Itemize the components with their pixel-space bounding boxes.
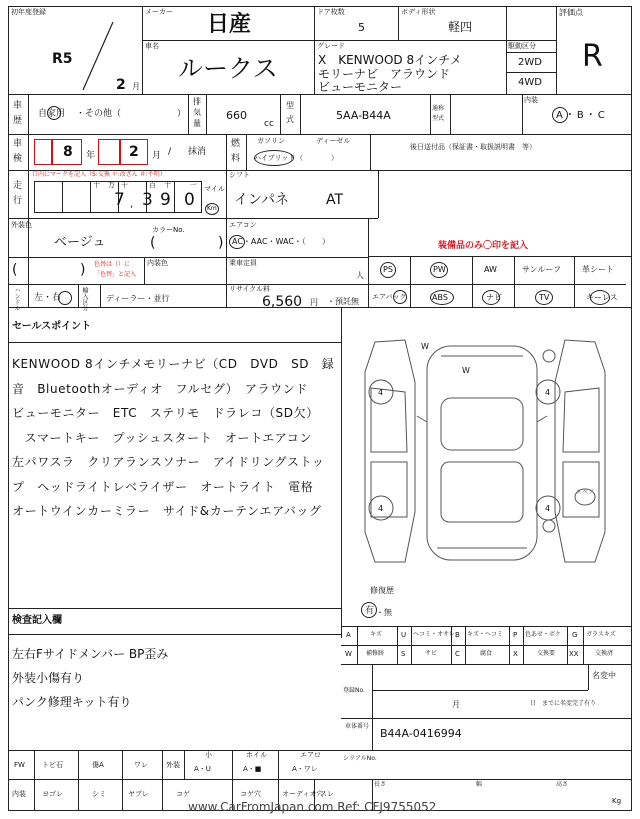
legend-code-p: P xyxy=(513,631,518,639)
shift-type: AT xyxy=(326,192,344,208)
odometer-unit-hyaku: 百 xyxy=(149,181,156,189)
recycle-yen: 円 xyxy=(310,298,318,307)
chassis-number-label: 車体番号 xyxy=(345,723,370,730)
inspection-cancelled: 抹消 xyxy=(188,147,207,157)
legend-desc-corrosion: 腐食 xyxy=(480,650,493,657)
recycle-label: リサイクル料 xyxy=(229,285,271,293)
doors-value: 5 xyxy=(358,21,365,34)
displacement-unit: cc xyxy=(264,119,274,129)
minor-grades: A・U xyxy=(194,765,211,773)
body-type-value: 軽四 xyxy=(448,20,473,34)
legend-code-x: X xyxy=(513,650,518,658)
tire-rear-left: 4 xyxy=(378,504,384,513)
body-type-label: ボディ形状 xyxy=(401,8,436,16)
crack-label: ワレ xyxy=(134,761,148,769)
inspection-note-line: 左右Fサイドメンバー BP歪み xyxy=(12,647,169,661)
drive-label: 駆動区分 xyxy=(508,42,536,50)
registration-no-label: 登録No. xyxy=(343,687,365,694)
odometer-digit-ones: 0 xyxy=(184,190,195,210)
score-value: R xyxy=(582,39,603,74)
exterior-color-label: 外装色 xyxy=(11,221,32,229)
odometer-digit-hundreds: 3 xyxy=(142,190,153,210)
odometer-digit-thousands: 7 xyxy=(114,190,125,210)
repair-yes: 有 xyxy=(365,606,375,616)
sales-point-line: 音 Bluetoothオーディオ フルセグ） アラウンド xyxy=(12,381,308,396)
equip-ps: PS xyxy=(383,265,393,274)
size-length-label: 長さ xyxy=(374,781,387,788)
inspection-month-unit: 月 xyxy=(152,151,162,161)
legend-code-xx: XX xyxy=(569,650,579,658)
weight-unit: Kg xyxy=(612,797,622,805)
shift-label: シフト xyxy=(229,171,250,179)
common-model-label-b: 型式 xyxy=(432,115,445,122)
damage-w-marker-1: W xyxy=(421,342,429,351)
interior-condition-label: 内装 xyxy=(12,790,26,798)
usage-paren: ） xyxy=(177,109,187,119)
repair-history-label: 修復歴 xyxy=(370,586,394,595)
equip-abs: ABS xyxy=(432,293,448,302)
import-label: 輸入区分 xyxy=(81,287,88,311)
fuel-diesel: ディーゼル xyxy=(316,137,351,145)
interior-grade-circle xyxy=(552,107,568,123)
grade-line-1: X KENWOOD 8インチメ xyxy=(318,53,462,67)
shift-position: インパネ xyxy=(234,192,290,208)
unit-mile: マイル xyxy=(204,185,225,193)
aero-label: エアロ xyxy=(300,751,321,759)
dirt-label: ヨゴレ xyxy=(42,790,63,798)
grade-line-3: ビューモニター xyxy=(318,80,403,94)
legend-code-s: S xyxy=(401,650,406,658)
color-number-paren-open: ( xyxy=(150,235,156,251)
sales-point-line: オートウインカーミラー サイド&カーテンエアバッグ xyxy=(12,504,322,518)
legend-code-g: G xyxy=(572,631,578,639)
reg-month: 2 xyxy=(116,77,126,93)
inspection-note-line: パンク修理キット有り xyxy=(12,695,132,709)
wheel-label: ホイル xyxy=(246,751,267,759)
color-change-paren-open: ( xyxy=(12,262,18,278)
exterior-color-value: ベージュ xyxy=(54,235,106,250)
tire-front-right: 4 xyxy=(545,388,551,397)
equip-navi-circle xyxy=(482,290,500,305)
legend-desc-replace-needed: 交換要 xyxy=(537,650,556,657)
legend-desc-scratch-dent: キズ・ヘコミ xyxy=(467,631,503,638)
drive-4wd: 4WD xyxy=(518,77,542,88)
odometer-unit-sen: 千 xyxy=(121,181,128,189)
maker-label: メーカー xyxy=(145,8,173,16)
equip-pw: PW xyxy=(433,265,446,274)
handle-label: ハンドル xyxy=(13,287,20,311)
color-change-paren-close: ) xyxy=(80,262,86,278)
grade-label: グレード xyxy=(317,42,345,50)
sales-point-line: スマートキー プッシュスタート オートエアコン xyxy=(12,430,313,445)
sales-point-line: KENWOOD 8インチメモリーナビ（CD DVD SD 録 xyxy=(12,357,335,371)
year-month-slash xyxy=(78,20,118,92)
odometer-unit-ichi: 一 xyxy=(190,181,197,189)
equip-sunroof: サンルーフ xyxy=(522,265,561,274)
color-number-paren-close: ) xyxy=(218,235,224,251)
tear-label: ヤブレ xyxy=(128,790,149,798)
maker-value: 日産 xyxy=(207,12,252,37)
sales-points-body xyxy=(12,352,340,524)
fuel-hybrid: ハイブリッド xyxy=(254,154,296,162)
usage-private: 自家用 xyxy=(38,109,66,119)
inspection-notes-title: 検査記入欄 xyxy=(12,615,62,626)
equip-keyless: キーレス xyxy=(586,293,618,302)
model-label-a: 型 xyxy=(286,101,294,110)
reg-era-year: R5 xyxy=(52,51,73,67)
legend-code-w: W xyxy=(345,650,352,658)
fuel-gasoline: ガソリン xyxy=(257,137,285,145)
scratch-a-label: 傷A xyxy=(92,761,104,769)
import-value: ディーラー・並行 xyxy=(106,294,170,303)
repair-no: ・無 xyxy=(376,608,392,617)
odometer-digit-tens: 9 xyxy=(160,190,171,210)
car-name-label: 車名 xyxy=(145,42,159,50)
odometer-unit-juu: 十 xyxy=(164,181,171,189)
size-height-label: 高さ xyxy=(556,781,569,788)
legend-desc-glass: ガラスキズ xyxy=(586,631,616,638)
scuff-label: スレ xyxy=(320,790,334,798)
mileage-note: 口内にマークを記入（S:交換 ＊:改ざん ＃:不明） xyxy=(32,171,166,178)
grade-line-2: モリーナビ アラウンド xyxy=(318,67,451,81)
fuel-hybrid-circle xyxy=(254,150,294,166)
inspection-month: 2 xyxy=(129,144,139,160)
car-name-value: ルークス xyxy=(178,54,278,83)
minor-label: 小 xyxy=(205,751,212,759)
legend-code-u: U xyxy=(401,631,407,639)
divider xyxy=(142,6,143,94)
unit-km: Km xyxy=(207,205,217,212)
equip-pw-circle xyxy=(430,262,448,278)
name-change-status: 名変中 xyxy=(592,671,616,680)
mileage-label-b: 行 xyxy=(13,196,23,206)
ac-label: エアコン xyxy=(229,221,257,229)
legend-desc-rust: サビ xyxy=(425,650,438,657)
inspection-label-b: 検 xyxy=(13,154,23,164)
doors-label: ドア枚数 xyxy=(317,8,345,16)
capacity-label: 乗車定員 xyxy=(229,259,257,267)
interior-color-label: 内装色 xyxy=(147,259,168,267)
spare-label: スペア xyxy=(576,489,595,496)
recycle-fee: 6,560 xyxy=(262,294,303,310)
equip-airbag: エアバック xyxy=(372,293,407,301)
legend-code-b: B xyxy=(455,631,460,639)
equip-airbag-circle xyxy=(393,290,407,304)
audio-hole-label: オーディオ穴 xyxy=(282,790,324,798)
capacity-unit: 人 xyxy=(356,271,364,280)
inspection-label-a: 車 xyxy=(13,139,23,149)
sales-points-title: セールスポイント xyxy=(12,321,92,332)
legend-desc-repair: 補修跡 xyxy=(366,650,385,657)
reg-month-unit: 月 xyxy=(132,82,140,91)
disp-label-b: 気 xyxy=(193,108,201,117)
displacement-value: 660 xyxy=(226,109,247,122)
tire-rear-right: 4 xyxy=(545,504,551,513)
odometer-unit-10k: 十 xyxy=(93,181,100,189)
score-label: 評価点 xyxy=(559,8,583,17)
handle-right-circle xyxy=(58,291,72,305)
drive-2wd: 2WD xyxy=(518,57,542,68)
model-code: 5AA-B44A xyxy=(336,109,391,122)
stone-chip-label: トビ石 xyxy=(42,761,63,769)
accessories-label: 後日送付品（保証書・取扱説明書 等） xyxy=(410,143,536,151)
burn-label: コゲ xyxy=(176,790,190,798)
wheel-grades: A・■ xyxy=(243,765,262,773)
usage-circle xyxy=(47,106,61,120)
inspection-box-1 xyxy=(34,139,52,165)
ac-circle xyxy=(229,235,245,249)
equip-abs-circle xyxy=(430,290,454,305)
odometer-unit-man: 万 xyxy=(108,181,115,189)
inspection-year: 8 xyxy=(63,144,73,160)
mileage-label-a: 走 xyxy=(13,181,23,191)
equip-ps-circle xyxy=(380,262,396,278)
color-number-label: カラーNo. xyxy=(152,226,185,234)
inspection-note-line: 外装小傷有り xyxy=(12,671,85,685)
equip-tv: TV xyxy=(539,293,550,302)
sales-point-line: ビューモニター ETC ステリモ ドラレコ（SD欠） xyxy=(12,406,319,420)
sales-point-line: 左パワスラ クリアランスソナー アイドリングストッ xyxy=(12,455,325,469)
fuel-other-paren: （ ） xyxy=(296,154,338,162)
equip-navi: ナビ xyxy=(486,293,502,302)
legend-desc-dent: ヘコミ・オサレ xyxy=(413,631,455,638)
aero-grades: A・ワレ xyxy=(292,765,318,773)
recycle-deposit: ・預託無 xyxy=(327,297,359,306)
color-change-note-2: 「色替」と記入 xyxy=(94,271,137,278)
equip-leather: 革シート xyxy=(582,265,614,274)
interior-grades: A・B・C xyxy=(556,110,607,121)
legend-desc-fade: 色あせ・ボケ xyxy=(525,631,562,638)
chassis-number: B44A-0416994 xyxy=(380,727,462,740)
stain-label: シミ xyxy=(92,790,106,798)
equip-aw: AW xyxy=(484,265,497,274)
watermark-text: www.CarFromJapan.com Ref: CFJ9755052 xyxy=(188,800,437,814)
fw-label: FW xyxy=(14,761,25,769)
history-label-b: 歴 xyxy=(13,116,23,126)
registration-month: 月 xyxy=(452,700,460,709)
handle-value: 左・右 xyxy=(34,293,62,303)
sales-point-line: プ ヘッドライトレベライザー オートライト 電格 xyxy=(12,479,314,494)
legend-code-c: C xyxy=(455,650,460,658)
size-width-label: 幅 xyxy=(476,781,483,788)
usage-other: ・その他（ xyxy=(76,109,122,119)
fuel-label-b: 料 xyxy=(231,154,241,164)
common-model-label-a: 通称 xyxy=(432,105,445,112)
equipment-title: 装備品のみ〇印を記入 xyxy=(438,241,529,251)
legend-code-a: A xyxy=(346,631,351,639)
interior-grade-label: 内装 xyxy=(524,96,538,104)
inspection-separator: / xyxy=(168,147,172,157)
ac-options: AC・AAC・WAC・（ ） xyxy=(232,237,330,246)
model-label-b: 式 xyxy=(286,115,294,124)
disp-label-c: 量 xyxy=(193,119,201,128)
car-body-diagram xyxy=(345,312,625,582)
damage-w-marker-2: W xyxy=(462,366,470,375)
registration-deadline-note: 日 までに名変完了有り xyxy=(530,700,597,707)
color-change-note-1: 色替は（）に xyxy=(94,261,131,268)
equip-tv-circle xyxy=(535,290,553,305)
odometer-comma: , xyxy=(130,199,134,210)
disp-label-a: 排 xyxy=(193,97,201,106)
legend-desc-scratch: キズ xyxy=(370,631,382,638)
equip-keyless-circle xyxy=(590,290,610,305)
exterior-label: 外装 xyxy=(166,761,180,769)
serial-number-label: シリアルNo. xyxy=(343,755,377,762)
legend-desc-replaced: 交換済 xyxy=(595,650,614,657)
first-reg-label: 初年度登録 xyxy=(11,8,46,16)
burn-hole-label: コゲ穴 xyxy=(240,790,261,798)
repair-yes-circle xyxy=(361,602,377,618)
inspection-box-3 xyxy=(98,139,120,165)
inspection-year-unit: 年 xyxy=(86,151,96,161)
history-label-a: 車 xyxy=(13,101,23,111)
tire-front-left: 4 xyxy=(378,388,384,397)
fuel-label-a: 燃 xyxy=(231,139,241,149)
